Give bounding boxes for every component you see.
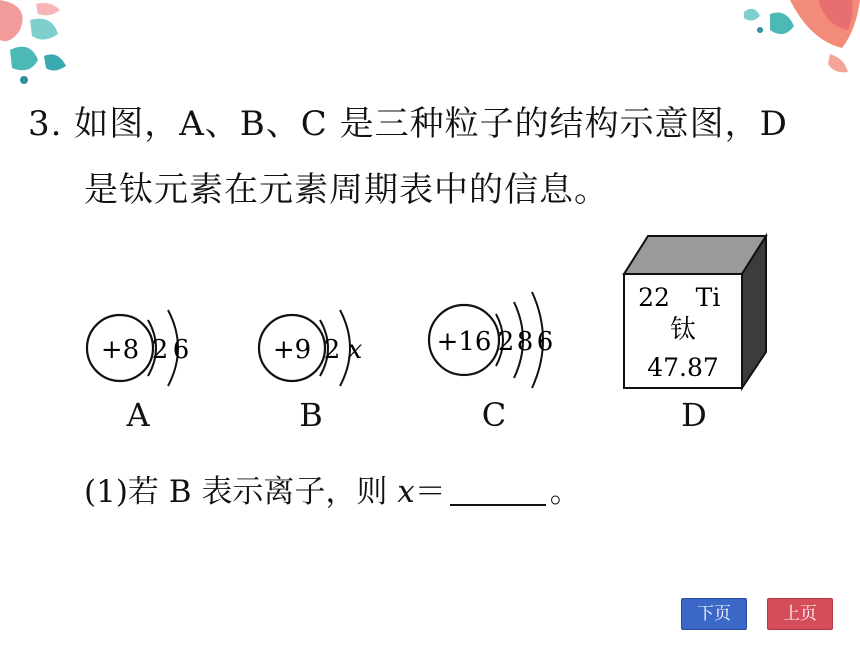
nucleus-charge: +16 — [436, 327, 492, 357]
sub-question-equals: ＝ — [414, 474, 446, 510]
atomic-number: 22 — [638, 283, 670, 312]
sub-question-prefix: (1)若 B 表示离子，则 — [84, 474, 398, 510]
element-symbol: Ti — [695, 283, 721, 312]
atom-diagram-a — [84, 300, 204, 404]
previous-page-button[interactable]: 上页 — [767, 598, 833, 630]
sub-question-variable: x — [397, 474, 415, 510]
sub-question-suffix: 。 — [549, 474, 581, 510]
label-d: D — [681, 396, 707, 434]
atom-diagram-c — [426, 288, 566, 412]
question-line-1: 3. 如图，A、B、C 是三种粒子的结构示意图，D — [28, 104, 788, 144]
nucleus-charge: +9 — [272, 335, 312, 365]
label-b: B — [299, 396, 323, 434]
nucleus-charge: +8 — [100, 335, 140, 365]
top-right-floral-decoration — [730, 0, 860, 80]
next-page-button[interactable]: 下页 — [681, 598, 747, 630]
label-a: A — [126, 396, 150, 434]
element-name: 钛 — [669, 315, 697, 345]
sub-question-1 — [84, 466, 581, 511]
element-card-d — [618, 232, 770, 392]
atomic-mass: 47.87 — [647, 353, 719, 382]
shell-electrons: 6 — [536, 327, 554, 357]
atom-diagram-b — [256, 300, 376, 404]
shell-electrons-variable: x — [347, 335, 363, 365]
shell-electrons: 6 — [172, 335, 190, 365]
shell-electrons: 2 — [323, 335, 341, 365]
label-c: C — [481, 396, 507, 434]
shell-electrons: 8 — [516, 327, 534, 357]
shell-electrons: 2 — [497, 327, 515, 357]
shell-electrons: 2 — [151, 335, 169, 365]
top-left-floral-decoration — [0, 0, 80, 90]
question-line-2: 是钛元素在元素周期表中的信息。 — [84, 170, 609, 210]
answer-blank[interactable] — [450, 476, 546, 506]
